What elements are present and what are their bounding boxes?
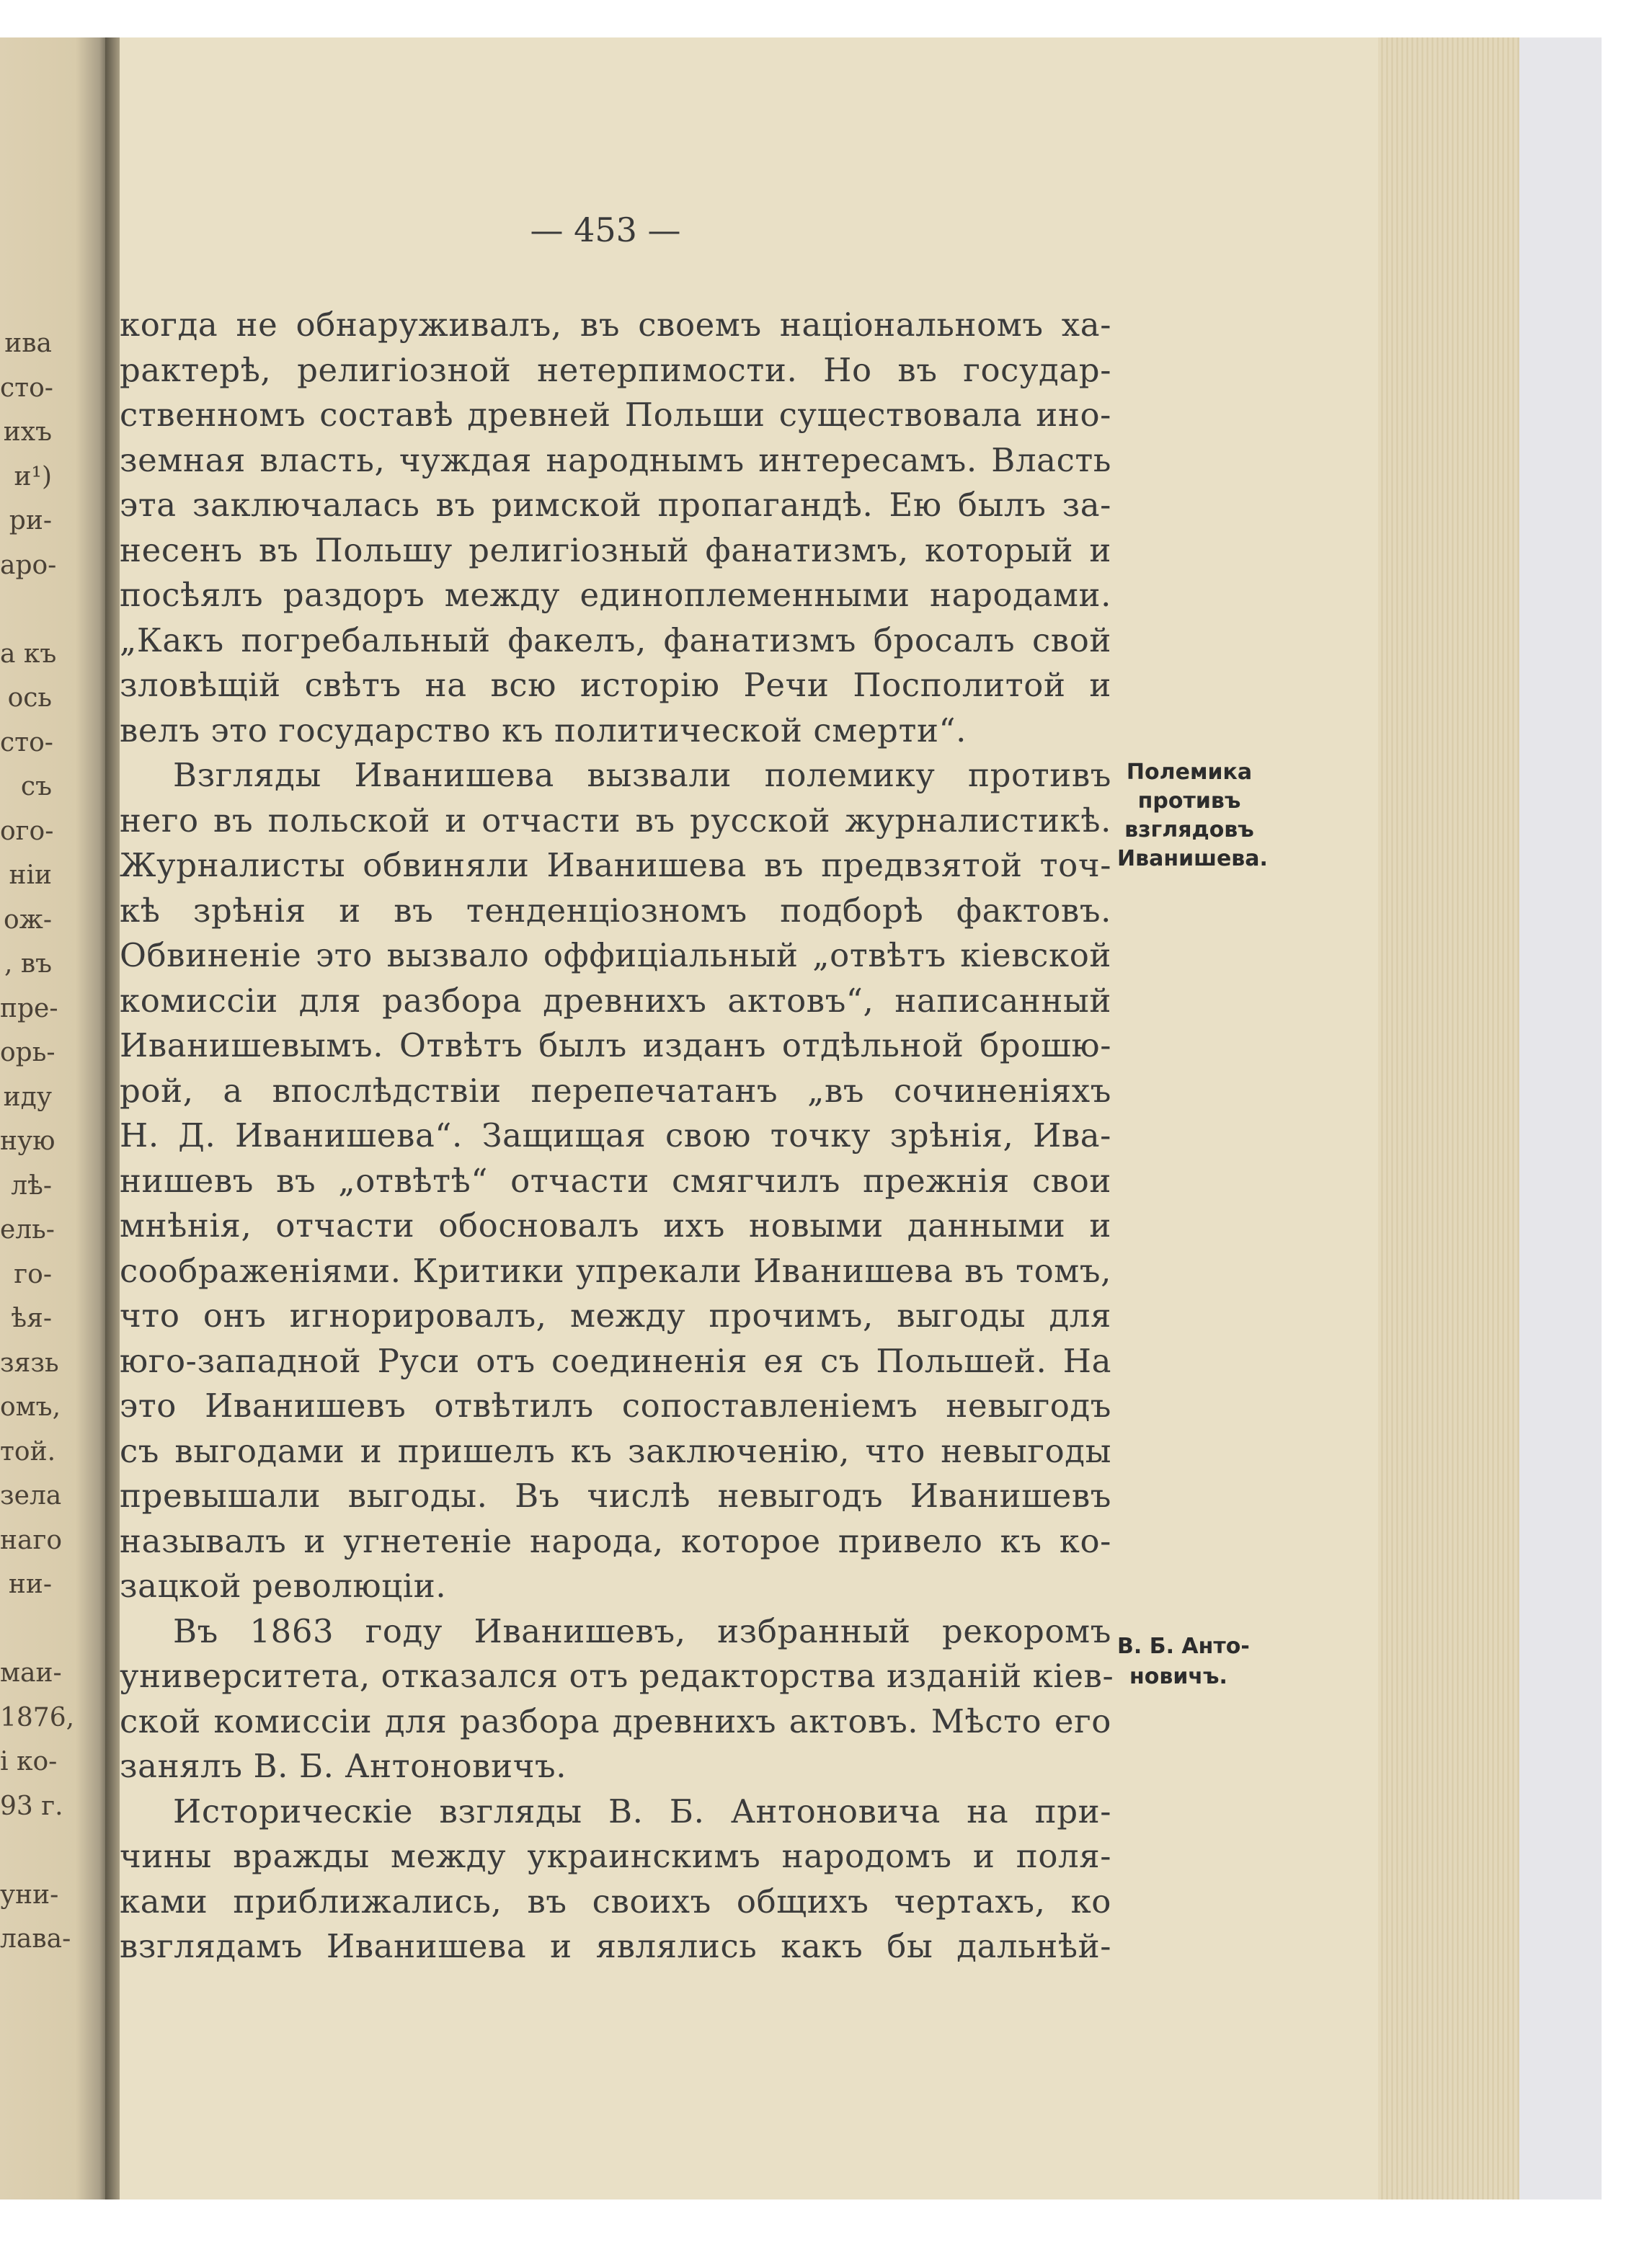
left-fragment: наго	[0, 1525, 62, 1555]
left-fragment: го-	[14, 1259, 52, 1289]
left-fragment	[0, 1828, 52, 1873]
text-line: чины вражды между украинскимъ народомъ и поля-	[120, 1837, 1111, 1875]
margin-note-line: противъ	[1137, 788, 1241, 814]
left-fragment: лава-	[0, 1924, 71, 1954]
left-fragment: 1876,	[0, 1702, 75, 1732]
text-line: него въ польской и отчасти въ русской журналистикѣ.	[120, 801, 1111, 840]
margin-note-line: новичъ.	[1129, 1664, 1227, 1689]
text-line: когда не обнаруживалъ, въ своемъ національномъ ха-	[120, 306, 1111, 344]
left-fragment: зязь	[0, 1348, 59, 1378]
scan-margin-right	[1514, 37, 1602, 2199]
text-line: нишевъ въ „отвѣтѣ“ отчасти смягчилъ прежнія свои	[120, 1161, 1111, 1200]
left-fragment: маи-	[0, 1658, 62, 1688]
page-number: — 453 —	[530, 210, 681, 249]
text-line: соображеніями. Критики упрекали Иванишева въ томъ,	[120, 1251, 1111, 1290]
left-fragment: , въ	[4, 949, 52, 979]
text-line: Журналисты обвиняли Иванишева въ предвзятой точ-	[120, 846, 1111, 884]
left-fragment: зела	[0, 1481, 62, 1511]
margin-note-polemic	[1117, 758, 1268, 873]
text-line: занялъ В. Б. Антоновичъ.	[120, 1747, 567, 1785]
left-fragment: ную	[0, 1126, 55, 1156]
left-fragment: ихъ	[3, 417, 52, 447]
left-fragment: ни-	[8, 1570, 52, 1599]
left-fragment: лѣ-	[11, 1170, 52, 1201]
text-line: посѣялъ раздоръ между единоплеменными народами.	[120, 576, 1111, 614]
text-line: это Иванишевъ отвѣтилъ сопоставленіемъ невыгодъ	[120, 1387, 1111, 1425]
left-fragment: пре-	[0, 993, 58, 1023]
left-fragment: той.	[0, 1436, 56, 1467]
text-line: ственномъ составѣ древней Польши существовала ино-	[120, 396, 1111, 434]
left-fragment: ого-	[0, 816, 54, 846]
text-line: юго-западной Руси отъ соединенія ея съ Польшей. На	[120, 1341, 1111, 1380]
left-fragment: ож-	[4, 904, 52, 935]
left-fragment: ѣя-	[11, 1304, 52, 1333]
left-fragment: ніи	[9, 860, 52, 890]
left-fragment: и¹)	[14, 461, 52, 491]
text-line: Обвиненіе это вызвало оффиціальный „отвѣтъ кіевской	[120, 936, 1111, 974]
previous-page-fragments	[0, 321, 75, 1962]
left-fragment	[0, 587, 52, 632]
margin-note-line: взглядовъ	[1124, 817, 1254, 842]
left-fragment: сто-	[0, 373, 53, 403]
text-line: Н. Д. Иванишева“. Защищая свою точку зрѣнія, Ива-	[120, 1116, 1111, 1155]
left-fragment: сто-	[0, 727, 53, 757]
page-stack-edges	[1378, 37, 1519, 2199]
text-line: Взгляды Иванишева вызвали полемику противъ	[173, 756, 1111, 794]
text-line: эта заключалась въ римской пропагандѣ. Ею былъ за-	[120, 486, 1111, 524]
text-line: взглядамъ Иванишева и являлись какъ бы дальнѣй-	[120, 1927, 1111, 1965]
text-line: несенъ въ Польшу религіозный фанатизмъ, который и	[120, 530, 1111, 569]
left-fragment: і ко-	[0, 1747, 58, 1776]
text-line: что онъ игнорировалъ, между прочимъ, выгоды для	[120, 1296, 1111, 1335]
text-line: земная власть, чуждая народнымъ интересамъ. Власть	[120, 440, 1111, 479]
left-fragment: орь-	[0, 1038, 55, 1067]
text-line: превышали выгоды. Въ числѣ невыгодъ Иванишевъ	[120, 1477, 1111, 1515]
left-fragment: а къ	[0, 639, 57, 669]
left-fragment: ось	[7, 683, 52, 713]
left-fragment: ива	[4, 329, 52, 358]
text-line: ской комиссіи для разбора древнихъ актовъ. Мѣсто его	[120, 1701, 1111, 1740]
text-line: зловѣщій свѣтъ на всю исторію Речи Посполитой и	[120, 666, 1111, 704]
margin-note-line: В. Б. Анто-	[1117, 1634, 1250, 1659]
left-fragment: уни-	[0, 1880, 59, 1910]
left-fragment: съ	[20, 772, 52, 801]
text-line: мнѣнія, отчасти обосновалъ ихъ новыми данными и	[120, 1206, 1111, 1245]
margin-note-antonovich	[1117, 1632, 1250, 1692]
text-line: съ выгодами и пришелъ къ заключенію, что невыгоды	[120, 1431, 1111, 1470]
left-fragment	[0, 1607, 52, 1652]
text-line: называлъ и угнетеніе народа, которое привело къ ко-	[120, 1521, 1111, 1560]
text-line: Историческіе взгляды В. Б. Антоновича на при-	[173, 1792, 1111, 1830]
left-fragment: аро-	[0, 550, 57, 580]
margin-note-line: Полемика	[1126, 760, 1253, 785]
text-line: зацкой революціи.	[120, 1567, 447, 1605]
previous-page-edge	[0, 37, 108, 2199]
text-line: комиссіи для разбора древнихъ актовъ“, написанный	[120, 981, 1111, 1020]
margin-note-line: Иванишева.	[1117, 846, 1268, 871]
text-line: „Какъ погребальный факелъ, фанатизмъ бросалъ свой	[120, 620, 1111, 659]
text-line: Въ 1863 году Иванишевъ, избранный рекоромъ	[173, 1611, 1111, 1650]
text-line: Иванишевымъ. Отвѣтъ былъ изданъ отдѣльной брошю-	[120, 1026, 1111, 1064]
left-fragment: 93 г.	[0, 1791, 63, 1821]
left-fragment: омъ,	[0, 1392, 61, 1422]
text-line: кѣ зрѣнія и въ тенденціозномъ подборѣ фактовъ.	[120, 891, 1111, 930]
text-line: университета, отказался отъ редакторства изданій кіев-	[120, 1657, 1114, 1695]
text-line: рактерѣ, религіозной нетерпимости. Но въ государ-	[120, 350, 1111, 389]
text-line: ками приближались, въ своихъ общихъ чертахъ, ко	[120, 1882, 1111, 1921]
text-line: велъ это государство къ политической смерти“.	[120, 711, 967, 749]
body-text	[120, 303, 1114, 1970]
left-fragment: ри-	[9, 506, 52, 535]
left-fragment: иду	[3, 1082, 52, 1112]
left-fragment: ель-	[0, 1215, 55, 1245]
text-line: рой, а впослѣдствіи перепечатанъ „въ сочиненіяхъ	[120, 1071, 1111, 1110]
